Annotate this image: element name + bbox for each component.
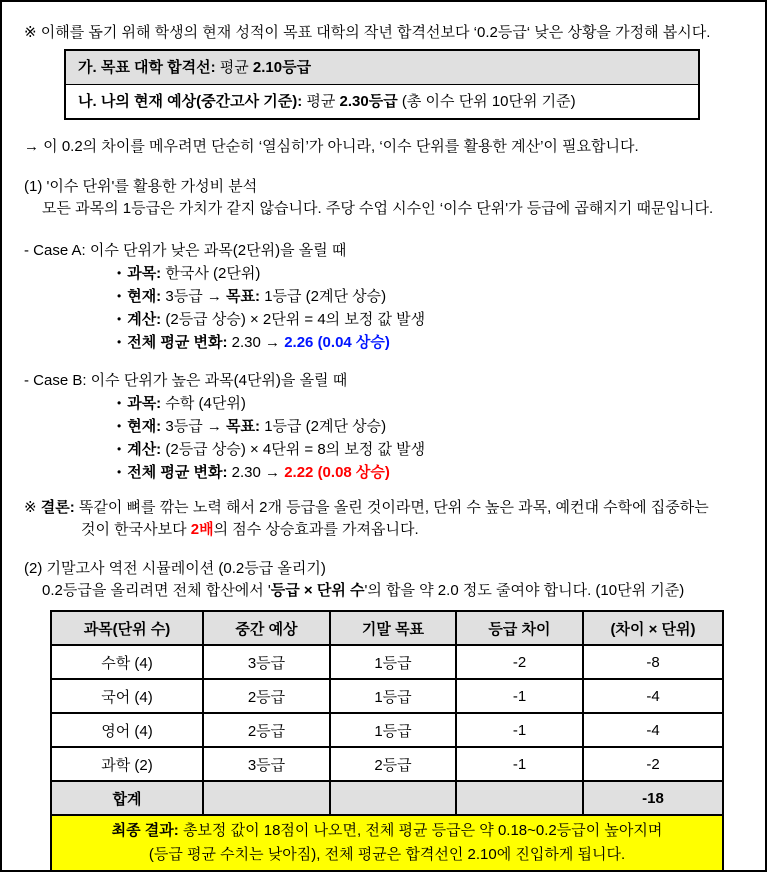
table-cell: 과학 (2) (51, 747, 203, 781)
conclusion-marker: ※ (24, 499, 37, 516)
section2-block (24, 558, 747, 602)
table-row-english (51, 713, 723, 747)
case-a-change (117, 331, 747, 354)
result-line1 (60, 819, 714, 843)
case-b-title: - Case B: 이수 단위가 높은 과목(4단위)을 올릴 때 (24, 372, 348, 389)
table-header-row (51, 611, 723, 645)
case-a-target-text: 1등급 (2계단 상승) (264, 288, 387, 305)
case-a-change-highlight: 2.26 (0.04 상승) (284, 334, 390, 351)
table-cell: -2 (456, 645, 583, 679)
total-value: -18 (583, 781, 723, 815)
bullet-icon: • (117, 442, 122, 456)
section2-desc (42, 580, 747, 602)
table-cell: 3등급 (203, 645, 330, 679)
assumption-current-prefix: 평균 (306, 93, 336, 110)
table-cell: -8 (583, 645, 723, 679)
table-cell: -1 (456, 713, 583, 747)
case-a-calc-label: 계산: (127, 311, 162, 328)
table-cell: -4 (583, 679, 723, 713)
bullet-icon: • (117, 335, 122, 349)
result-text1: 총보정 값이 18점이 나오면, 전체 평균 등급은 약 0.18~0.2등급이 높아지며 (182, 822, 663, 839)
table-total-row (51, 781, 723, 815)
case-b-target-label: 목표: (226, 418, 261, 435)
table-cell: 수학 (4) (51, 645, 203, 679)
table-cell: 1등급 (330, 679, 456, 713)
conclusion-line1 (24, 497, 747, 519)
table-cell: 1등급 (330, 645, 456, 679)
result-banner-row (51, 815, 723, 871)
case-b-target-text: 1등급 (2계단 상승) (264, 418, 387, 435)
conclusion-line2 (24, 519, 747, 541)
case-b-change-label: 전체 평균 변화: (127, 464, 228, 481)
section2-title: (2) 기말고사 역전 시뮬레이션 (0.2등급 올리기) (24, 560, 326, 577)
table-cell-empty (456, 781, 583, 815)
case-a-current-target (117, 285, 747, 308)
arrow-note: → 이 0.2의 차이를 메우려면 단순히 ‘열심히’가 아니라, ‘이수 단위를 활용한 계산’이 필요합니다. (24, 138, 639, 155)
case-b-calc-label: 계산: (127, 441, 162, 458)
assumption-target-value: 2.10등급 (252, 59, 312, 76)
table-cell: 2등급 (203, 679, 330, 713)
section1-title: (1) '이수 단위'를 활용한 가성비 분석 (24, 178, 258, 195)
table-cell: -2 (583, 747, 723, 781)
assumption-current-value: 2.30등급 (339, 93, 398, 110)
case-a-title: - Case A: 이수 단위가 낮은 과목(2단위)을 올릴 때 (24, 242, 347, 259)
assumption-row-current (66, 85, 698, 118)
assumption-current-label: 나. 나의 현재 예상(중간고사 기준): (78, 93, 303, 110)
conclusion-text2-pre: 것이 한국사보다 (81, 521, 187, 538)
assumption-target-prefix: 평균 (219, 59, 249, 76)
total-label: 합계 (51, 781, 203, 815)
table-cell: 국어 (4) (51, 679, 203, 713)
conclusion-text1: 똑같이 뼈를 깎는 노력 해서 2개 등급을 올린 것이라면, 단위 수 높은 과목, 예컨대 수학에 집중하는 (78, 499, 709, 516)
table-cell-empty (330, 781, 456, 815)
assumption-box (64, 49, 700, 120)
bullet-icon: • (117, 465, 122, 479)
case-a-calc-text: (2등급 상승) × 2단위 = 4의 보정 값 발생 (165, 311, 426, 328)
case-a-subject (117, 262, 747, 285)
table-cell: -4 (583, 713, 723, 747)
case-b-change (117, 461, 747, 484)
case-a-calc (117, 308, 747, 331)
section2-desc-bold: 등급 × 단위 수 (270, 582, 365, 599)
case-b-calc (117, 438, 747, 461)
result-line2: (등급 평균 수치는 낮아짐), 전체 평균은 합격선인 2.10에 진입하게 됩니다. (148, 846, 626, 863)
case-b-subject-text: 수학 (4단위) (165, 395, 246, 412)
case-b-current-target (117, 415, 747, 438)
conclusion-text2-post: 의 점수 상승효과를 가져옵니다. (213, 521, 419, 538)
result-banner (51, 815, 723, 871)
case-a-current-label: 현재: (127, 288, 162, 305)
case-b-bullets (117, 392, 747, 484)
case-a-change-label: 전체 평균 변화: (127, 334, 228, 351)
assumption-current-suffix: (총 이수 단위 10단위 기준) (401, 93, 576, 110)
case-a-current-text: 3등급 → (165, 288, 222, 305)
assumption-target-label: 가. 목표 대학 합격선: (78, 59, 216, 76)
assumption-row-target (66, 51, 698, 85)
table-row-math (51, 645, 723, 679)
bullet-icon: • (117, 419, 122, 433)
table-cell: -1 (456, 747, 583, 781)
bullet-icon: • (117, 396, 122, 410)
table-cell: 2등급 (330, 747, 456, 781)
header-diff-units: (차이 × 단위) (583, 611, 723, 645)
conclusion-highlight: 2배 (190, 521, 214, 538)
table-cell-empty (203, 781, 330, 815)
table-row-korean (51, 679, 723, 713)
case-a-block (24, 240, 747, 354)
section2-desc-post: '의 합을 약 2.0 정도 줄여야 합니다. (10단위 기준) (364, 582, 685, 599)
case-b-current-text: 3등급 → (165, 418, 222, 435)
conclusion-label: 결론: (40, 499, 75, 516)
case-b-calc-text: (2등급 상승) × 4단위 = 8의 보정 값 발생 (165, 441, 426, 458)
section1-subtitle: 모든 과목의 1등급은 가치가 같지 않습니다. 주당 수업 시수인 ‘이수 단위'가 등급에 곱해지기 때문입니다. (42, 200, 714, 217)
section2-desc-pre: 0.2등급을 올리려면 전체 합산에서 ' (42, 582, 271, 599)
case-a-subject-text: 한국사 (2단위) (165, 265, 261, 282)
header-final: 기말 목표 (330, 611, 456, 645)
header-midterm: 중간 예상 (203, 611, 330, 645)
table-cell: 1등급 (330, 713, 456, 747)
case-b-subject (117, 392, 747, 415)
case-b-current-label: 현재: (127, 418, 162, 435)
intro-text: ※ 이해를 돕기 위해 학생의 현재 성적이 목표 대학의 작년 합격선보다 ‘0.2등급‘ 낮은 상황을 가정해 봅시다. (24, 24, 711, 41)
case-b-block (24, 370, 747, 484)
table-cell: -1 (456, 679, 583, 713)
bullet-icon: • (117, 266, 122, 280)
simulation-table (50, 610, 724, 872)
table-cell: 영어 (4) (51, 713, 203, 747)
case-b-change-highlight: 2.22 (0.08 상승) (284, 464, 390, 481)
header-diff: 등급 차이 (456, 611, 583, 645)
case-a-subject-label: 과목: (127, 265, 162, 282)
table-cell: 2등급 (203, 713, 330, 747)
case-a-bullets (117, 262, 747, 354)
case-a-target-label: 목표: (226, 288, 261, 305)
table-row-science (51, 747, 723, 781)
bullet-icon: • (117, 289, 122, 303)
table-cell: 3등급 (203, 747, 330, 781)
header-subject: 과목(단위 수) (51, 611, 203, 645)
conclusion-block (24, 497, 747, 541)
case-b-change-text: 2.30 → (231, 464, 281, 481)
case-a-change-text: 2.30 → (231, 334, 281, 351)
bullet-icon: • (117, 312, 122, 326)
case-b-subject-label: 과목: (127, 395, 162, 412)
result-label: 최종 결과: (111, 822, 179, 839)
